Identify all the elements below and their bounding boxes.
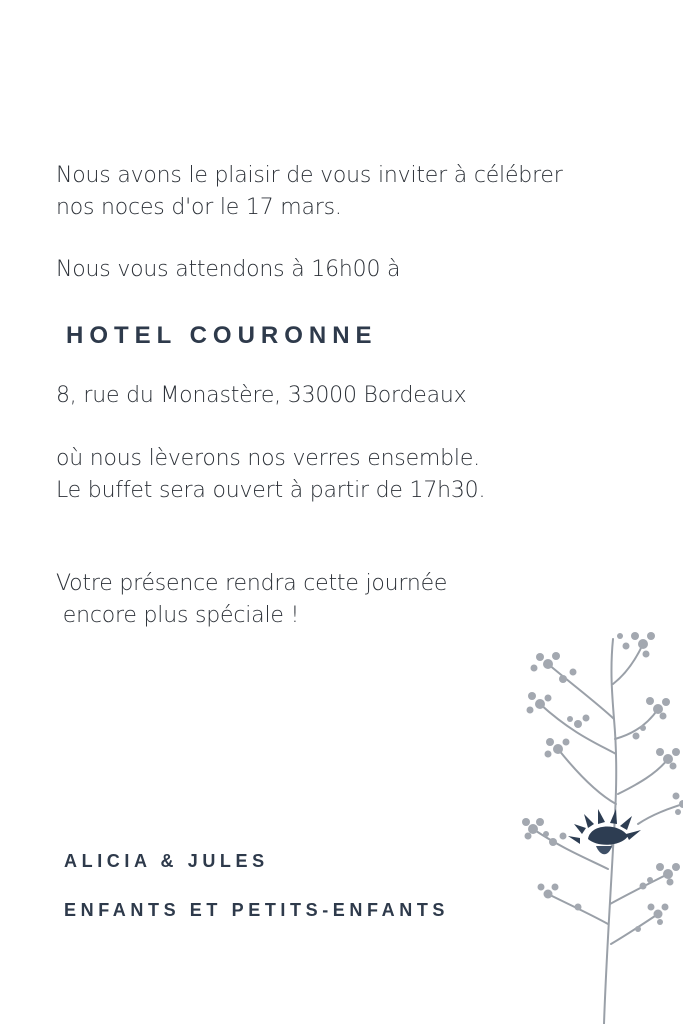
branch-lower-right <box>610 874 668 904</box>
branch-lower-right-2 <box>611 914 658 944</box>
intro-paragraph <box>56 160 563 224</box>
branch-left-2 <box>558 749 616 804</box>
address-line: 8, rue du Monastère, 33000 Bordeaux <box>56 383 467 408</box>
signature-family: ENFANTS ET PETITS-ENFANTS <box>64 900 450 920</box>
branch-right-2 <box>618 759 668 794</box>
intro-line-2: nos noces d'or le 17 mars. <box>56 195 342 220</box>
signature-names: ALICIA & JULES <box>64 851 269 871</box>
drinks-paragraph <box>56 443 485 507</box>
time-line: Nous vous attendons à 16h00 à <box>56 257 401 282</box>
closing-line-2: encore plus spéciale ! <box>56 603 300 628</box>
cornflower-illustration-icon <box>518 624 683 1024</box>
blossom-clusters <box>522 632 683 932</box>
venue-name: HOTEL COURONNE <box>66 322 378 349</box>
time-paragraph <box>56 254 400 286</box>
branch-upper-left <box>548 664 614 719</box>
address-paragraph <box>56 380 466 412</box>
drinks-line-1: où nous lèverons nos verres ensemble. <box>56 446 480 471</box>
closing-paragraph <box>56 568 447 632</box>
branch-upper-right <box>613 644 643 684</box>
cornflower-head <box>568 809 641 854</box>
intro-line-1: Nous avons le plaisir de vous inviter à célébrer <box>56 163 563 188</box>
closing-line-1: Votre présence rendra cette journée <box>56 571 448 596</box>
drinks-line-2: Le buffet sera ouvert à partir de 17h30. <box>56 478 486 503</box>
